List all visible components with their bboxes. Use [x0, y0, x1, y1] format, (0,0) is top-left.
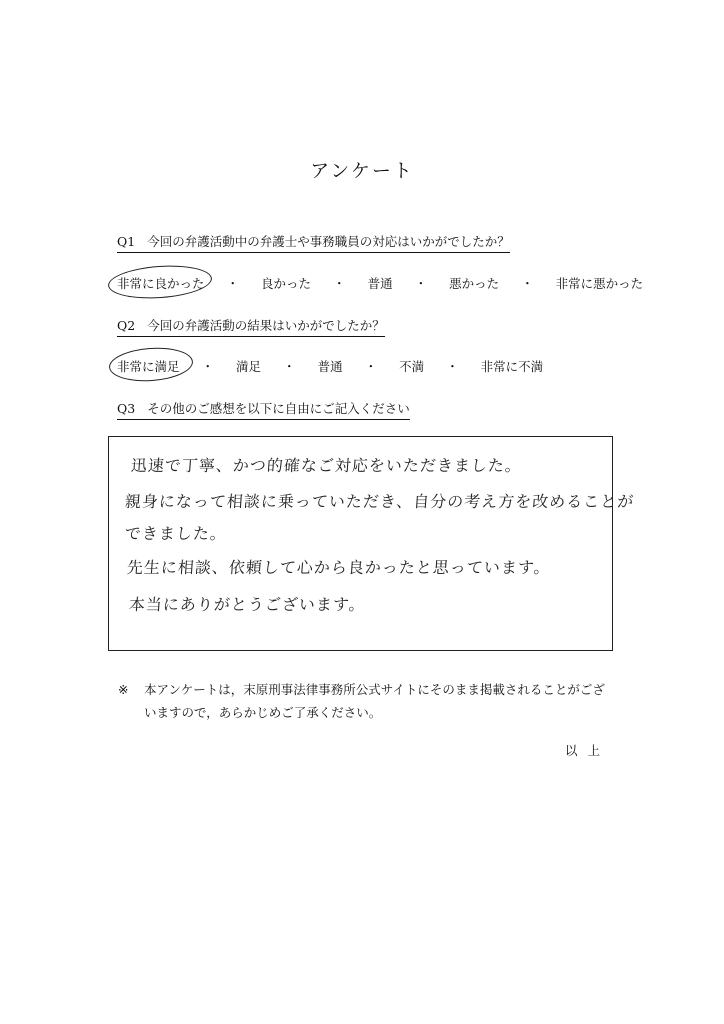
- disclaimer-note: [118, 678, 613, 724]
- q1-option-very-bad[interactable]: 非常に悪かった: [555, 276, 644, 291]
- q1-options: [117, 274, 643, 292]
- question-number: Q1: [117, 234, 136, 249]
- q2-option-very-satisfied[interactable]: 非常に満足: [117, 357, 180, 375]
- free-answer-box[interactable]: [108, 436, 635, 651]
- q2-option-very-dissatisfied[interactable]: 非常に不満: [480, 359, 544, 374]
- q1-option-normal[interactable]: 普通: [367, 276, 393, 291]
- q2-option-satisfied[interactable]: 満足: [236, 359, 262, 374]
- separator: ・: [521, 276, 534, 291]
- answer-line: 先生に相談、依頼して心から良かったと思っています。: [126, 558, 552, 577]
- question-number: Q2: [117, 318, 136, 333]
- q2-option-dissatisfied[interactable]: 不満: [399, 359, 425, 374]
- q1-option-bad[interactable]: 悪かった: [449, 276, 500, 291]
- question-text: 今回の弁護活動の結果はいかがでしたか？: [147, 318, 385, 333]
- question-2: [117, 316, 385, 337]
- question-text: 今回の弁護活動中の弁護士や事務職員の対応はいかがでしたか？: [147, 234, 510, 249]
- answer-line: 迅速で丁寧、かつ的確なご対応をいただきました。: [130, 456, 523, 475]
- answer-line: 親身になって相談に乗っていただき、自分の考え方を改めることが: [124, 492, 635, 511]
- separator: ・: [226, 276, 240, 291]
- separator: ・: [333, 276, 346, 291]
- separator: ・: [364, 359, 378, 374]
- q2-options: [117, 357, 543, 375]
- separator: ・: [446, 359, 459, 374]
- question-number: Q3: [117, 401, 136, 416]
- q1-option-good[interactable]: 良かった: [261, 276, 312, 291]
- note-text: 本アンケートは，末原刑事法律事務所公式サイトにそのまま掲載されることがございますので，あらかじめご了承ください。: [144, 682, 605, 720]
- separator: ・: [414, 276, 428, 291]
- separator: ・: [201, 359, 215, 374]
- q2-option-normal[interactable]: 普通: [317, 359, 343, 374]
- q1-option-very-good[interactable]: 非常に良かった: [117, 274, 205, 292]
- page-title: アンケート: [310, 160, 414, 182]
- closing-mark: 以上: [565, 743, 611, 758]
- note-mark: ※: [118, 682, 129, 697]
- question-3: [117, 399, 410, 420]
- question-1: [117, 232, 510, 253]
- answer-line: 本当にありがとうございます。: [128, 595, 367, 614]
- separator: ・: [283, 359, 296, 374]
- answer-line: できました。: [124, 524, 228, 543]
- question-text: その他のご感想を以下に自由にご記入ください: [147, 401, 410, 416]
